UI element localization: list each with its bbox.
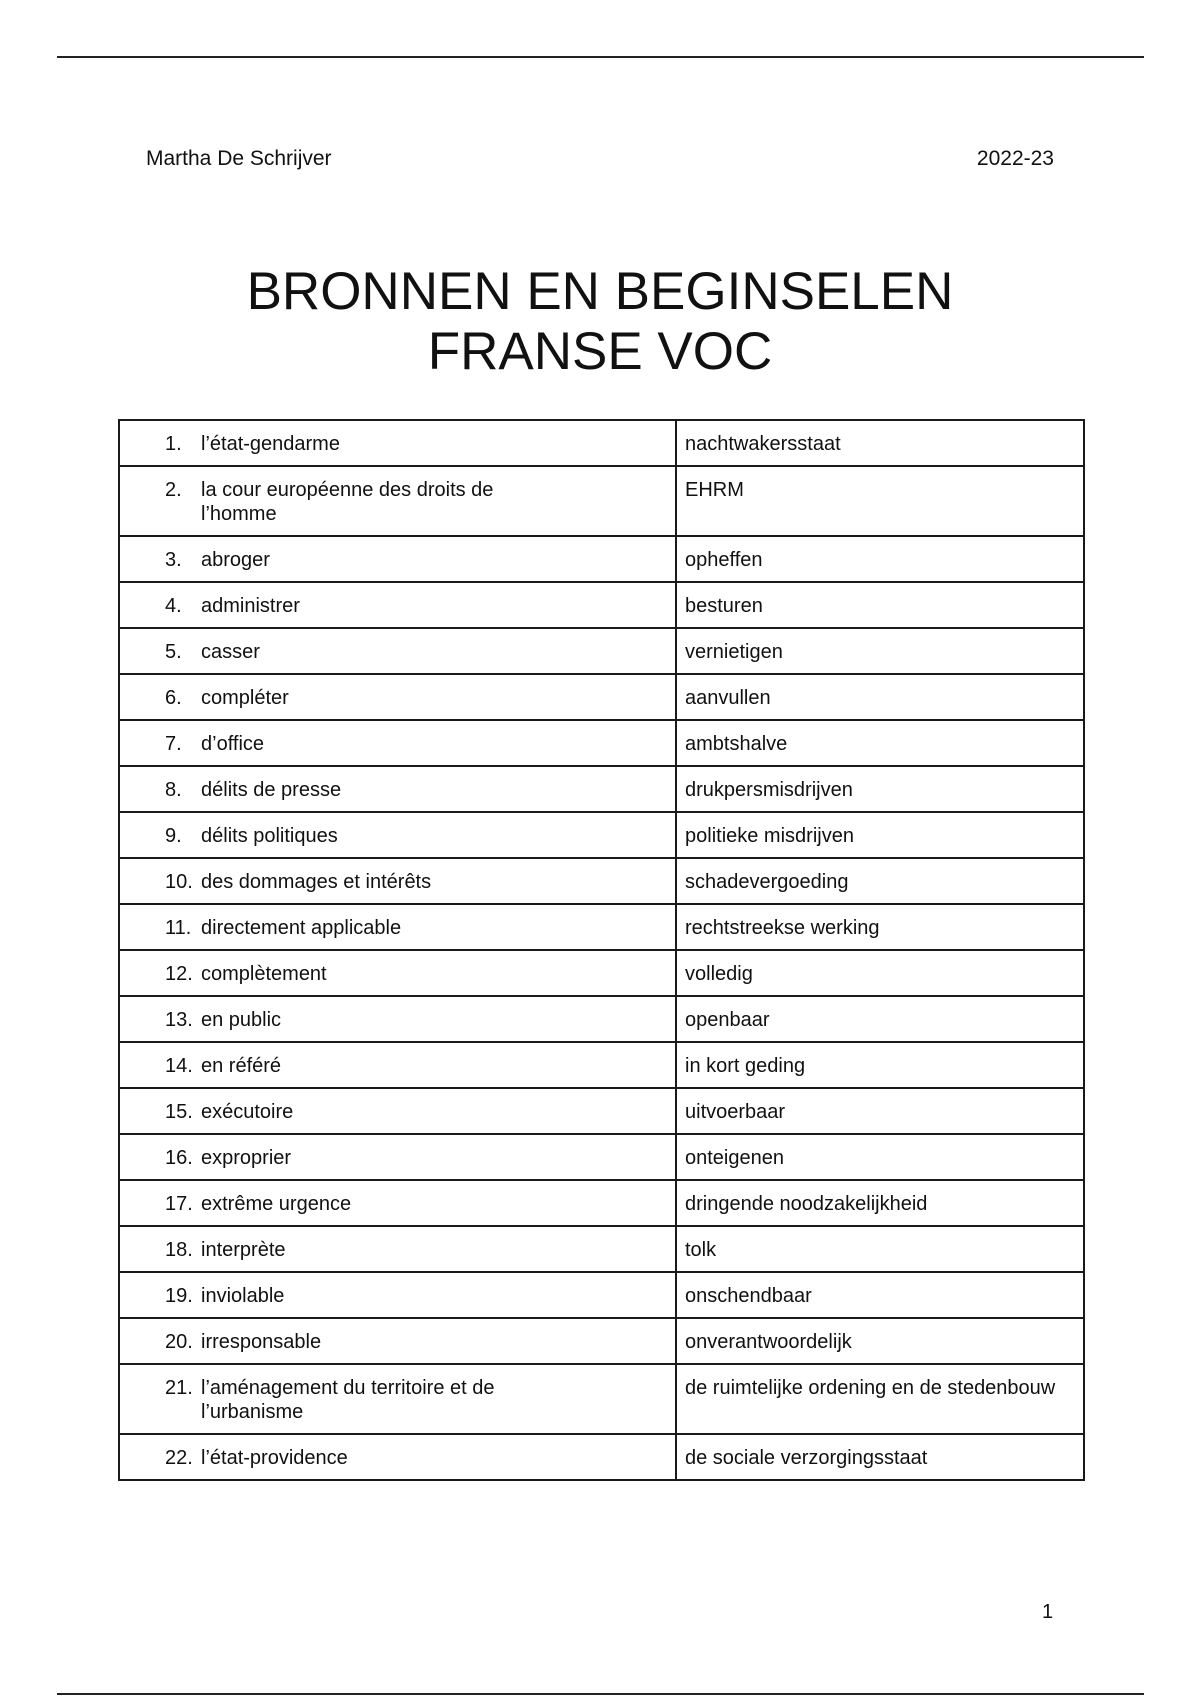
- french-term-cell: [119, 950, 676, 996]
- table-row: [119, 1134, 1084, 1180]
- table-row: [119, 996, 1084, 1042]
- dutch-translation: aanvullen: [676, 674, 1084, 720]
- french-term: administrer: [201, 595, 300, 617]
- french-term: interprète: [201, 1239, 286, 1261]
- french-term-cell: [119, 466, 676, 536]
- dutch-translation: volledig: [676, 950, 1084, 996]
- page-title: [0, 262, 1200, 382]
- item-number: 17.: [165, 1193, 193, 1215]
- table-row: [119, 1180, 1084, 1226]
- table-row: [119, 466, 1084, 536]
- french-term-cell: [119, 628, 676, 674]
- item-number: 2.: [165, 479, 182, 501]
- french-term-cell: [119, 1226, 676, 1272]
- french-term-cell: [119, 420, 676, 466]
- table-row: [119, 628, 1084, 674]
- french-term-cell: [119, 1180, 676, 1226]
- item-number: 20.: [165, 1331, 193, 1353]
- french-term-cell: [119, 674, 676, 720]
- french-term: en public: [201, 1009, 282, 1031]
- dutch-translation: nachtwakersstaat: [676, 420, 1084, 466]
- french-term-cell: [119, 1318, 676, 1364]
- item-number: 9.: [165, 825, 182, 847]
- french-term: casser: [201, 641, 260, 663]
- dutch-translation: EHRM: [676, 466, 1084, 536]
- french-term: l’aménagement du territoire et de l’urbanisme: [201, 1377, 495, 1423]
- french-term: exécutoire: [201, 1101, 294, 1123]
- table-row: [119, 1226, 1084, 1272]
- top-rule: [57, 56, 1144, 58]
- dutch-translation: dringende noodzakelijkheid: [676, 1180, 1084, 1226]
- table-row: [119, 1318, 1084, 1364]
- table-row: [119, 766, 1084, 812]
- item-number: 5.: [165, 641, 182, 663]
- item-number: 22.: [165, 1447, 193, 1469]
- dutch-translation: de ruimtelijke ordening en de stedenbouw: [676, 1364, 1084, 1434]
- french-term: l’état-providence: [201, 1447, 348, 1469]
- item-number: 1.: [165, 433, 182, 455]
- french-term-cell: [119, 582, 676, 628]
- dutch-translation: onverantwoordelijk: [676, 1318, 1084, 1364]
- table-row: [119, 904, 1084, 950]
- french-term: l’état-gendarme: [201, 433, 340, 455]
- dutch-translation: uitvoerbaar: [676, 1088, 1084, 1134]
- dutch-translation: de sociale verzorgingsstaat: [676, 1434, 1084, 1480]
- table-row: [119, 812, 1084, 858]
- french-term: délits politiques: [201, 825, 338, 847]
- table-row: [119, 420, 1084, 466]
- dutch-translation: onteigenen: [676, 1134, 1084, 1180]
- item-number: 16.: [165, 1147, 193, 1169]
- item-number: 3.: [165, 549, 182, 571]
- french-term-cell: [119, 536, 676, 582]
- vocabulary-table-body: [119, 420, 1084, 1480]
- table-row: [119, 1434, 1084, 1480]
- french-term: des dommages et intérêts: [201, 871, 432, 893]
- table-row: [119, 950, 1084, 996]
- french-term: compléter: [201, 687, 289, 709]
- dutch-translation: drukpersmisdrijven: [676, 766, 1084, 812]
- dutch-translation: tolk: [676, 1226, 1084, 1272]
- dutch-translation: ambtshalve: [676, 720, 1084, 766]
- table-row: [119, 582, 1084, 628]
- french-term: abroger: [201, 549, 270, 571]
- french-term-cell: [119, 1364, 676, 1434]
- dutch-translation: rechtstreekse werking: [676, 904, 1084, 950]
- french-term: complètement: [201, 963, 327, 985]
- title-line-1: BRONNEN EN BEGINSELEN: [246, 262, 954, 321]
- french-term: irresponsable: [201, 1331, 322, 1353]
- french-term-cell: [119, 812, 676, 858]
- french-term-cell: [119, 1272, 676, 1318]
- french-term-cell: [119, 1134, 676, 1180]
- vocabulary-table: [118, 419, 1085, 1481]
- bottom-rule: [57, 1693, 1144, 1695]
- item-number: 11.: [165, 917, 192, 939]
- table-row: [119, 536, 1084, 582]
- french-term-cell: [119, 1434, 676, 1480]
- item-number: 6.: [165, 687, 182, 709]
- item-number: 10.: [165, 871, 193, 893]
- author-name: Martha De Schrijver: [146, 147, 332, 170]
- item-number: 13.: [165, 1009, 193, 1031]
- french-term: en référé: [201, 1055, 282, 1077]
- table-row: [119, 674, 1084, 720]
- french-term: d’office: [201, 733, 265, 755]
- academic-year: 2022-23: [976, 147, 1054, 170]
- french-term: la cour européenne des droits de l’homme: [201, 479, 494, 525]
- item-number: 15.: [165, 1101, 193, 1123]
- dutch-translation: in kort geding: [676, 1042, 1084, 1088]
- french-term: directement applicable: [201, 917, 402, 939]
- item-number: 14.: [165, 1055, 193, 1077]
- table-row: [119, 858, 1084, 904]
- item-number: 21.: [165, 1377, 193, 1399]
- french-term-cell: [119, 1042, 676, 1088]
- dutch-translation: onschendbaar: [676, 1272, 1084, 1318]
- dutch-translation: politieke misdrijven: [676, 812, 1084, 858]
- french-term-cell: [119, 766, 676, 812]
- french-term-cell: [119, 720, 676, 766]
- dutch-translation: schadevergoeding: [676, 858, 1084, 904]
- table-row: [119, 1272, 1084, 1318]
- item-number: 7.: [165, 733, 182, 755]
- item-number: 19.: [165, 1285, 193, 1307]
- item-number: 12.: [165, 963, 193, 985]
- dutch-translation: besturen: [676, 582, 1084, 628]
- table-row: [119, 1364, 1084, 1434]
- french-term-cell: [119, 1088, 676, 1134]
- dutch-translation: openbaar: [676, 996, 1084, 1042]
- french-term-cell: [119, 996, 676, 1042]
- page-number: 1: [1042, 1601, 1054, 1623]
- french-term: inviolable: [201, 1285, 285, 1307]
- table-row: [119, 720, 1084, 766]
- dutch-translation: opheffen: [676, 536, 1084, 582]
- table-row: [119, 1088, 1084, 1134]
- item-number: 8.: [165, 779, 182, 801]
- french-term: délits de presse: [201, 779, 342, 801]
- french-term-cell: [119, 904, 676, 950]
- title-line-2: FRANSE VOC: [427, 322, 773, 381]
- french-term: exproprier: [201, 1147, 292, 1169]
- item-number: 18.: [165, 1239, 193, 1261]
- french-term: extrême urgence: [201, 1193, 352, 1215]
- french-term-cell: [119, 858, 676, 904]
- item-number: 4.: [165, 595, 182, 617]
- dutch-translation: vernietigen: [676, 628, 1084, 674]
- table-row: [119, 1042, 1084, 1088]
